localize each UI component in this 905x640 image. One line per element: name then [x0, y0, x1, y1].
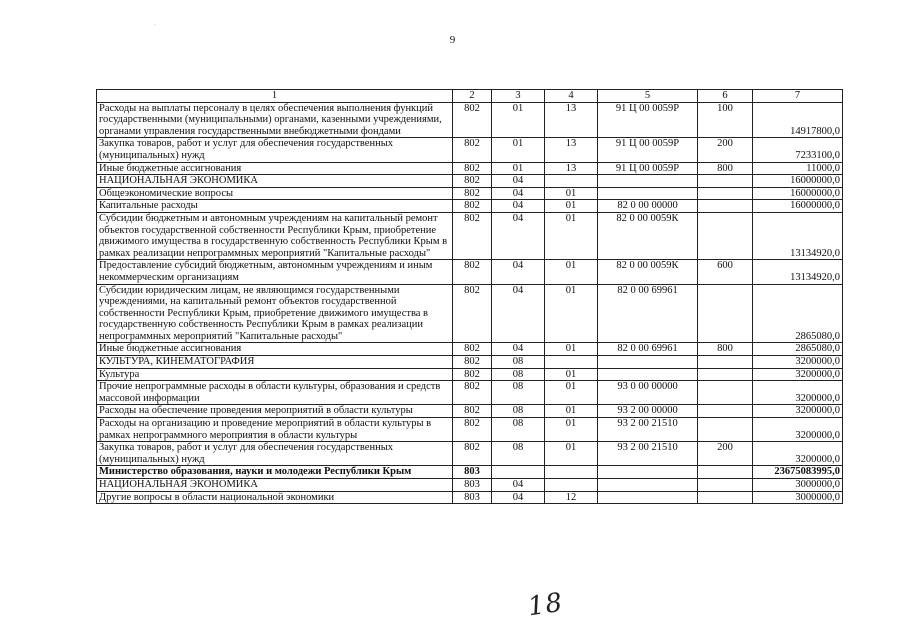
row-section: 04	[492, 187, 545, 200]
row-description: Министерство образования, науки и молодежи Республики Крым	[97, 466, 453, 479]
row-section: 08	[492, 381, 545, 405]
row-description: Субсидии юридическим лицам, не являющимся государственными учреждениями, на капитальный ремонт объектов государственной собственности Республики Крым, приобретение движимого имущества в государственную собственность Республики Крым в рамках реализации непрограммных мероприятий "Капитальные расходы"	[97, 284, 453, 343]
row-admin-code: 803	[453, 491, 492, 504]
column-header: 4	[545, 90, 598, 103]
row-subsection: 13	[545, 162, 598, 175]
row-admin-code: 802	[453, 102, 492, 138]
table-row	[97, 343, 843, 356]
row-subsection	[545, 175, 598, 188]
handwritten-page-mark: 18	[526, 587, 566, 623]
row-amount: 2865080,0	[753, 343, 843, 356]
row-target-article: 93 2 00 21510	[598, 418, 698, 442]
row-description: НАЦИОНАЛЬНАЯ ЭКОНОМИКА	[97, 175, 453, 188]
column-header: 1	[97, 90, 453, 103]
row-subsection	[545, 356, 598, 369]
row-section: 08	[492, 405, 545, 418]
table-row	[97, 479, 843, 492]
row-subsection: 01	[545, 368, 598, 381]
row-target-article: 91 Ц 00 0059Р	[598, 162, 698, 175]
table-row	[97, 175, 843, 188]
row-expense-type	[698, 418, 753, 442]
row-section: 04	[492, 284, 545, 343]
row-section: 01	[492, 162, 545, 175]
row-admin-code: 802	[453, 187, 492, 200]
row-expense-type	[698, 381, 753, 405]
row-target-article	[598, 479, 698, 492]
column-header: 6	[698, 90, 753, 103]
row-description: Расходы на организацию и проведение мероприятий в области культуры в рамках непрограммного мероприятия в области культуры	[97, 418, 453, 442]
row-subsection	[545, 479, 598, 492]
page-number: 9	[449, 34, 456, 46]
row-description: Прочие непрограммные расходы в области культуры, образования и средств массовой информации	[97, 381, 453, 405]
row-section: 01	[492, 102, 545, 138]
row-subsection: 01	[545, 260, 598, 284]
table-row	[97, 138, 843, 162]
row-expense-type	[698, 200, 753, 213]
row-expense-type: 200	[698, 138, 753, 162]
row-target-article	[598, 491, 698, 504]
row-subsection: 01	[545, 200, 598, 213]
row-description: Закупка товаров, работ и услуг для обеспечения государственных (муниципальных) нужд	[97, 442, 453, 466]
row-expense-type: 800	[698, 162, 753, 175]
row-target-article	[598, 466, 698, 479]
row-target-article	[598, 175, 698, 188]
row-target-article: 93 2 00 00000	[598, 405, 698, 418]
scan-mark: ·	[154, 22, 156, 28]
row-amount: 3200000,0	[753, 356, 843, 369]
table-row	[97, 200, 843, 213]
table-header-row	[97, 90, 843, 103]
row-description: Предоставление субсидий бюджетным, автономным учреждениям и иным некоммерческим организациям	[97, 260, 453, 284]
row-subsection: 01	[545, 187, 598, 200]
table-row	[97, 418, 843, 442]
column-header: 3	[492, 90, 545, 103]
row-admin-code: 802	[453, 175, 492, 188]
row-section: 04	[492, 200, 545, 213]
row-description: Иные бюджетные ассигнования	[97, 162, 453, 175]
row-target-article: 91 Ц 00 0059Р	[598, 138, 698, 162]
row-expense-type	[698, 466, 753, 479]
table-row	[97, 466, 843, 479]
row-amount: 16000000,0	[753, 200, 843, 213]
row-amount: 2865080,0	[753, 284, 843, 343]
table-row	[97, 284, 843, 343]
row-admin-code: 802	[453, 368, 492, 381]
row-amount: 3200000,0	[753, 381, 843, 405]
row-expense-type: 100	[698, 102, 753, 138]
row-section: 04	[492, 343, 545, 356]
row-amount: 16000000,0	[753, 187, 843, 200]
row-description: КУЛЬТУРА, КИНЕМАТОГРАФИЯ	[97, 356, 453, 369]
row-amount: 3000000,0	[753, 479, 843, 492]
row-target-article: 82 0 00 00000	[598, 200, 698, 213]
table-row	[97, 187, 843, 200]
row-expense-type	[698, 284, 753, 343]
table-row	[97, 212, 843, 259]
row-section: 04	[492, 212, 545, 259]
row-subsection	[545, 466, 598, 479]
row-description: Другие вопросы в области национальной экономики	[97, 491, 453, 504]
table-row	[97, 442, 843, 466]
row-expense-type	[698, 175, 753, 188]
row-section: 01	[492, 138, 545, 162]
row-subsection: 01	[545, 212, 598, 259]
row-amount: 3200000,0	[753, 418, 843, 442]
table-row	[97, 162, 843, 175]
row-admin-code: 803	[453, 479, 492, 492]
budget-table-body	[97, 90, 843, 504]
row-section: 08	[492, 442, 545, 466]
row-description: НАЦИОНАЛЬНАЯ ЭКОНОМИКА	[97, 479, 453, 492]
row-section: 04	[492, 491, 545, 504]
row-description: Культура	[97, 368, 453, 381]
row-expense-type	[698, 356, 753, 369]
row-admin-code: 803	[453, 466, 492, 479]
row-amount: 3000000,0	[753, 491, 843, 504]
row-expense-type	[698, 212, 753, 259]
row-amount: 11000,0	[753, 162, 843, 175]
row-subsection: 13	[545, 102, 598, 138]
row-section: 04	[492, 175, 545, 188]
row-expense-type	[698, 368, 753, 381]
table-row	[97, 102, 843, 138]
row-admin-code: 802	[453, 418, 492, 442]
row-target-article: 82 0 00 0059К	[598, 212, 698, 259]
row-target-article	[598, 368, 698, 381]
row-admin-code: 802	[453, 442, 492, 466]
row-description: Расходы на выплаты персоналу в целях обеспечения выполнения функций государственными (муниципальными) органами, казенными учреждениями, органами управления государственными внебюджетными фондами	[97, 102, 453, 138]
table-row	[97, 356, 843, 369]
row-amount: 13134920,0	[753, 212, 843, 259]
table-row	[97, 260, 843, 284]
row-admin-code: 802	[453, 212, 492, 259]
row-expense-type	[698, 405, 753, 418]
row-description: Иные бюджетные ассигнования	[97, 343, 453, 356]
row-admin-code: 802	[453, 138, 492, 162]
column-header: 5	[598, 90, 698, 103]
row-expense-type	[698, 491, 753, 504]
row-amount: 3200000,0	[753, 368, 843, 381]
row-section	[492, 466, 545, 479]
row-target-article: 91 Ц 00 0059Р	[598, 102, 698, 138]
row-section: 08	[492, 418, 545, 442]
table-row	[97, 491, 843, 504]
row-amount: 16000000,0	[753, 175, 843, 188]
row-admin-code: 802	[453, 200, 492, 213]
table-row	[97, 405, 843, 418]
row-section: 08	[492, 356, 545, 369]
row-subsection: 01	[545, 442, 598, 466]
column-header: 7	[753, 90, 843, 103]
row-admin-code: 802	[453, 260, 492, 284]
column-header: 2	[453, 90, 492, 103]
row-amount: 3200000,0	[753, 405, 843, 418]
row-expense-type: 600	[698, 260, 753, 284]
row-amount: 13134920,0	[753, 260, 843, 284]
row-amount: 3200000,0	[753, 442, 843, 466]
row-description: Закупка товаров, работ и услуг для обеспечения государственных (муниципальных) нужд	[97, 138, 453, 162]
row-subsection: 01	[545, 284, 598, 343]
row-target-article: 93 2 00 21510	[598, 442, 698, 466]
row-expense-type	[698, 479, 753, 492]
row-section: 04	[492, 479, 545, 492]
table-row	[97, 368, 843, 381]
row-description: Расходы на обеспечение проведения мероприятий в области культуры	[97, 405, 453, 418]
row-expense-type	[698, 187, 753, 200]
row-admin-code: 802	[453, 405, 492, 418]
row-target-article	[598, 187, 698, 200]
row-admin-code: 802	[453, 162, 492, 175]
row-target-article: 82 0 00 69961	[598, 343, 698, 356]
row-subsection: 01	[545, 418, 598, 442]
row-description: Капитальные расходы	[97, 200, 453, 213]
row-subsection: 12	[545, 491, 598, 504]
row-section: 08	[492, 368, 545, 381]
row-target-article: 82 0 00 0059К	[598, 260, 698, 284]
row-expense-type: 800	[698, 343, 753, 356]
budget-table	[96, 89, 843, 504]
row-admin-code: 802	[453, 284, 492, 343]
row-target-article: 93 0 00 00000	[598, 381, 698, 405]
row-subsection: 01	[545, 381, 598, 405]
row-subsection: 13	[545, 138, 598, 162]
row-subsection: 01	[545, 405, 598, 418]
row-target-article: 82 0 00 69961	[598, 284, 698, 343]
row-amount: 23675083995,0	[753, 466, 843, 479]
row-amount: 7233100,0	[753, 138, 843, 162]
row-description: Общеэкономические вопросы	[97, 187, 453, 200]
row-description: Субсидии бюджетным и автономным учреждениям на капитальный ремонт объектов государственной собственности Республики Крым, приобретение движимого имущества в государственную собственность Республики Крым в рамках реализации непрограммных мероприятий "Капитальные расходы"	[97, 212, 453, 259]
row-admin-code: 802	[453, 356, 492, 369]
row-subsection: 01	[545, 343, 598, 356]
row-admin-code: 802	[453, 381, 492, 405]
row-admin-code: 802	[453, 343, 492, 356]
row-target-article	[598, 356, 698, 369]
row-amount: 14917800,0	[753, 102, 843, 138]
table-row	[97, 381, 843, 405]
row-section: 04	[492, 260, 545, 284]
row-expense-type: 200	[698, 442, 753, 466]
